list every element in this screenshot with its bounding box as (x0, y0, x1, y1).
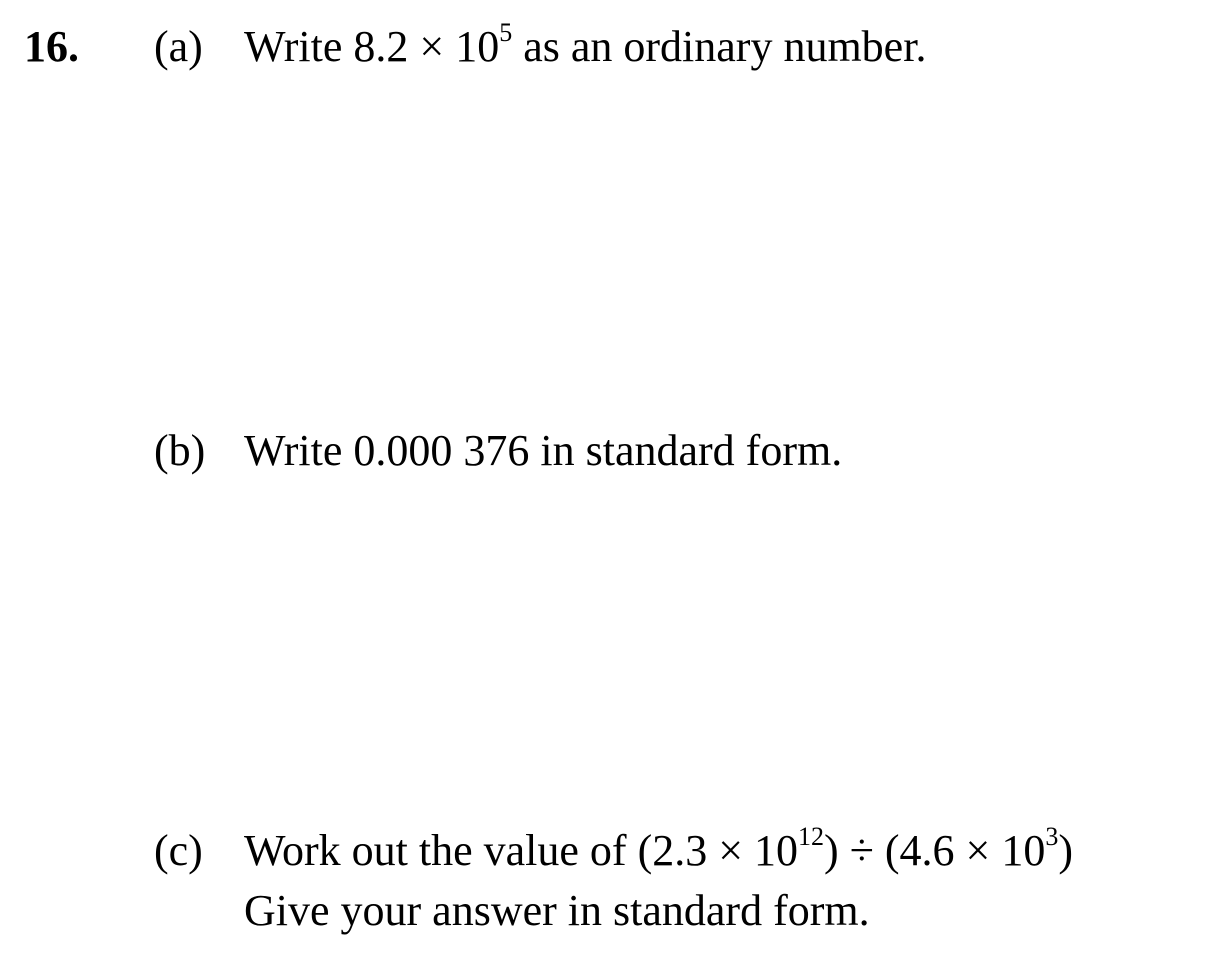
part-a-text-before: Write 8.2 × 10 (244, 22, 500, 71)
part-c-line1 (244, 824, 1073, 878)
part-c-line1-after: ) (1058, 826, 1073, 875)
part-a-text-after: as an ordinary number. (512, 22, 927, 71)
part-c-line1-middle: ) ÷ (4.6 × 10 (824, 826, 1046, 875)
part-b-label: (b) (154, 426, 206, 475)
part-c-line2: Give your answer in standard form. (244, 886, 870, 935)
part-b-text: Write 0.000 376 in standard form. (244, 426, 843, 475)
part-a-text (244, 20, 926, 74)
part-c-line1-before: Work out the value of (2.3 × 10 (244, 826, 799, 875)
part-c-exponent2: 3 (1045, 822, 1059, 852)
part-a-exponent: 5 (499, 18, 513, 48)
part-c-exponent1: 12 (798, 822, 825, 852)
question-number: 16. (24, 22, 79, 71)
part-c-label: (c) (154, 826, 203, 875)
part-a-label: (a) (154, 22, 203, 71)
